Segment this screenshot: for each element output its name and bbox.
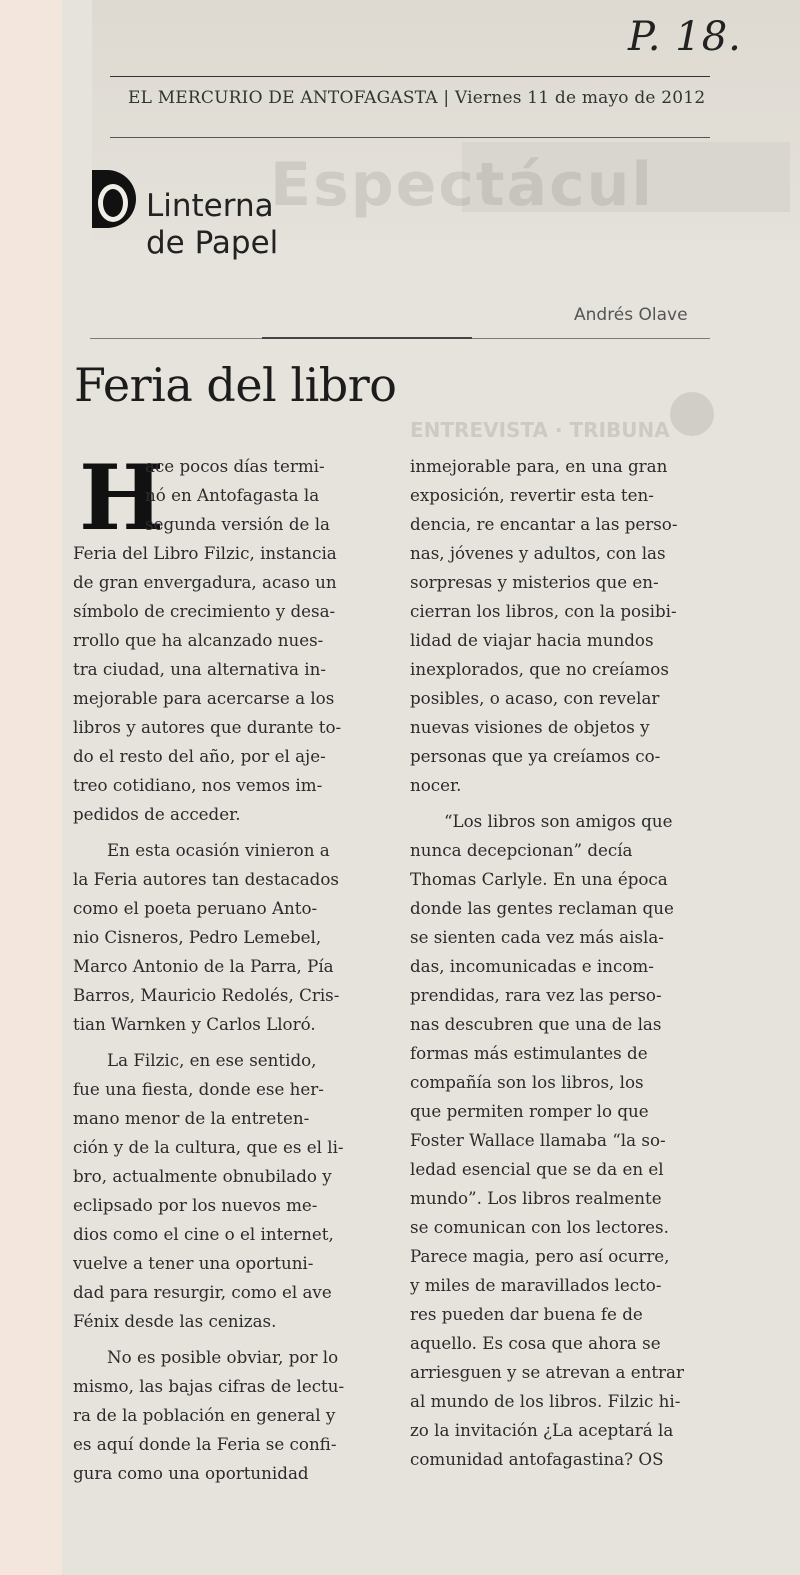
drop-cap: H <box>79 445 165 551</box>
article-text-line: La Filzic, en ese sentido, <box>107 1050 317 1070</box>
article-text-line: do el resto del año, por el aje- <box>73 746 326 766</box>
article-text-line: En esta ocasión vinieron a <box>107 840 330 860</box>
article-text-line: inmejorable para, en una gran <box>410 456 668 476</box>
article-text-line: lidad de viajar hacia mundos <box>410 630 654 650</box>
article-text-line: No es posible obviar, por lo <box>107 1347 339 1367</box>
article-text-line: personas que ya creíamos co- <box>410 746 661 766</box>
article-text-line: que permiten romper lo que <box>410 1101 649 1121</box>
article-text-line: se comunican con los lectores. <box>410 1217 669 1237</box>
handwritten-page-note: P. 18. <box>628 14 742 60</box>
article-text-line: ra de la población en general y <box>73 1405 336 1425</box>
article-text-line: posibles, o acaso, con revelar <box>410 688 660 708</box>
article-text-line: Thomas Carlyle. En una época <box>410 869 668 889</box>
article-text-line: nó en Antofagasta la <box>145 485 320 505</box>
article-text-line: mano menor de la entreten- <box>73 1108 310 1128</box>
article-text-line: Feria del Libro Filzic, instancia <box>73 543 337 563</box>
article-text-line: nio Cisneros, Pedro Lemebel, <box>73 927 322 947</box>
article-text-line: formas más estimulantes de <box>410 1043 648 1063</box>
article-text-line: dencia, re encantar a las perso- <box>410 514 678 534</box>
column-name <box>146 188 278 262</box>
article-text-line: vuelve a tener una oportuni- <box>73 1253 314 1273</box>
article-text-line: Foster Wallace llamaba “la so- <box>410 1130 666 1150</box>
article-text-line: mejorable para acercarse a los <box>73 688 335 708</box>
headline-rule-accent <box>262 337 472 339</box>
article-text-line: es aquí donde la Feria se confi- <box>73 1434 337 1454</box>
article-text-line: bro, actualmente obnubilado y <box>73 1166 332 1186</box>
masthead-dateline: EL MERCURIO DE ANTOFAGASTA | Viernes 11 de mayo de 2012 <box>128 88 706 108</box>
article-text-line: Marco Antonio de la Parra, Pía <box>73 956 334 976</box>
article-text-line: tra ciudad, una alternativa in- <box>73 659 327 679</box>
article-text-line: como el poeta peruano Anto- <box>73 898 318 918</box>
paragraph-gap <box>73 1039 385 1046</box>
article-text-line: nunca decepcionan” decía <box>410 840 633 860</box>
article-text-line: Barros, Mauricio Redolés, Cris- <box>73 985 340 1005</box>
article-text-line: arriesguen y se atrevan a entrar <box>410 1362 684 1382</box>
article-text-line: eclipsado por los nuevos me- <box>73 1195 318 1215</box>
article-text-line: pedidos de acceder. <box>73 804 241 824</box>
article-text-line: segunda versión de la <box>145 514 330 534</box>
show-through-heading: ENTREVISTA · TRIBUNA <box>410 418 670 442</box>
article-text-line: cierran los libros, con la posibi- <box>410 601 677 621</box>
article-text-line: comunidad antofagastina? OS <box>410 1449 664 1469</box>
article-text-line: símbolo de crecimiento y desa- <box>73 601 336 621</box>
masthead-rule <box>110 76 710 77</box>
article-column-left <box>73 445 385 1488</box>
article-text-line: rrollo que ha alcanzado nues- <box>73 630 324 650</box>
article-text-line: Parece magia, pero así ocurre, <box>410 1246 670 1266</box>
article-headline: Feria del libro <box>74 358 397 412</box>
article-text-line: libros y autores que durante to- <box>73 717 342 737</box>
paragraph-gap <box>410 800 720 807</box>
article-text-line: fue una fiesta, donde ese her- <box>73 1079 324 1099</box>
article-text-line: exposición, revertir esta ten- <box>410 485 654 505</box>
article-text-line: compañía son los libros, los <box>410 1072 644 1092</box>
dateline-rule <box>110 137 710 138</box>
article-text-line: aquello. Es cosa que ahora se <box>410 1333 661 1353</box>
article-text-line: de gran envergadura, acaso un <box>73 572 337 592</box>
article-text-line: dad para resurgir, como el ave <box>73 1282 332 1302</box>
article-text-line: dios como el cine o el internet, <box>73 1224 334 1244</box>
article-text-line: prendidas, rara vez las perso- <box>410 985 662 1005</box>
column-name-line1: Linterna <box>146 188 274 224</box>
article-text-line: la Feria autores tan destacados <box>73 869 339 889</box>
article-text-line: Fénix desde las cenizas. <box>73 1311 277 1331</box>
article-text-line: y miles de maravillados lecto- <box>410 1275 662 1295</box>
article-text-line: al mundo de los libros. Filzic hi- <box>410 1391 681 1411</box>
article-text-line: treo cotidiano, nos vemos im- <box>73 775 323 795</box>
article-text-line: ace pocos días termi- <box>145 456 325 476</box>
paragraph-gap <box>73 829 385 836</box>
show-through-icon <box>670 392 714 436</box>
article-column-right <box>410 452 720 1474</box>
article-text-line: inexplorados, que no creíamos <box>410 659 669 679</box>
article-text-line: ledad esencial que se da en el <box>410 1159 664 1179</box>
article-text-line: mismo, las bajas cifras de lectu- <box>73 1376 345 1396</box>
article-text-line: ción y de la cultura, que es el li- <box>73 1137 344 1157</box>
article-text-line: das, incomunicadas e incom- <box>410 956 654 976</box>
article-text-line: nas descubren que una de las <box>410 1014 662 1034</box>
column-name-line2: de Papel <box>146 225 279 261</box>
article-text-line: nas, jóvenes y adultos, con las <box>410 543 666 563</box>
article-text-line: nuevas visiones de objetos y <box>410 717 650 737</box>
article-text-line: sorpresas y misterios que en- <box>410 572 659 592</box>
article-text-line: donde las gentes reclaman que <box>410 898 674 918</box>
article-text-line: “Los libros son amigos que <box>444 811 673 831</box>
article-text-line: gura como una oportunidad <box>73 1463 309 1483</box>
paragraph-gap <box>73 1336 385 1343</box>
article-text-line: tian Warnken y Carlos Lloró. <box>73 1014 316 1034</box>
article-text-line: zo la invitación ¿La aceptará la <box>410 1420 674 1440</box>
article-text-line: nocer. <box>410 775 462 795</box>
article-author: Andrés Olave <box>574 305 688 325</box>
article-text-line: res pueden dar buena fe de <box>410 1304 643 1324</box>
article-text-line: se sienten cada vez más aisla- <box>410 927 664 947</box>
article-text-line: mundo”. Los libros realmente <box>410 1188 662 1208</box>
show-through-text: Espectácul <box>270 150 654 220</box>
